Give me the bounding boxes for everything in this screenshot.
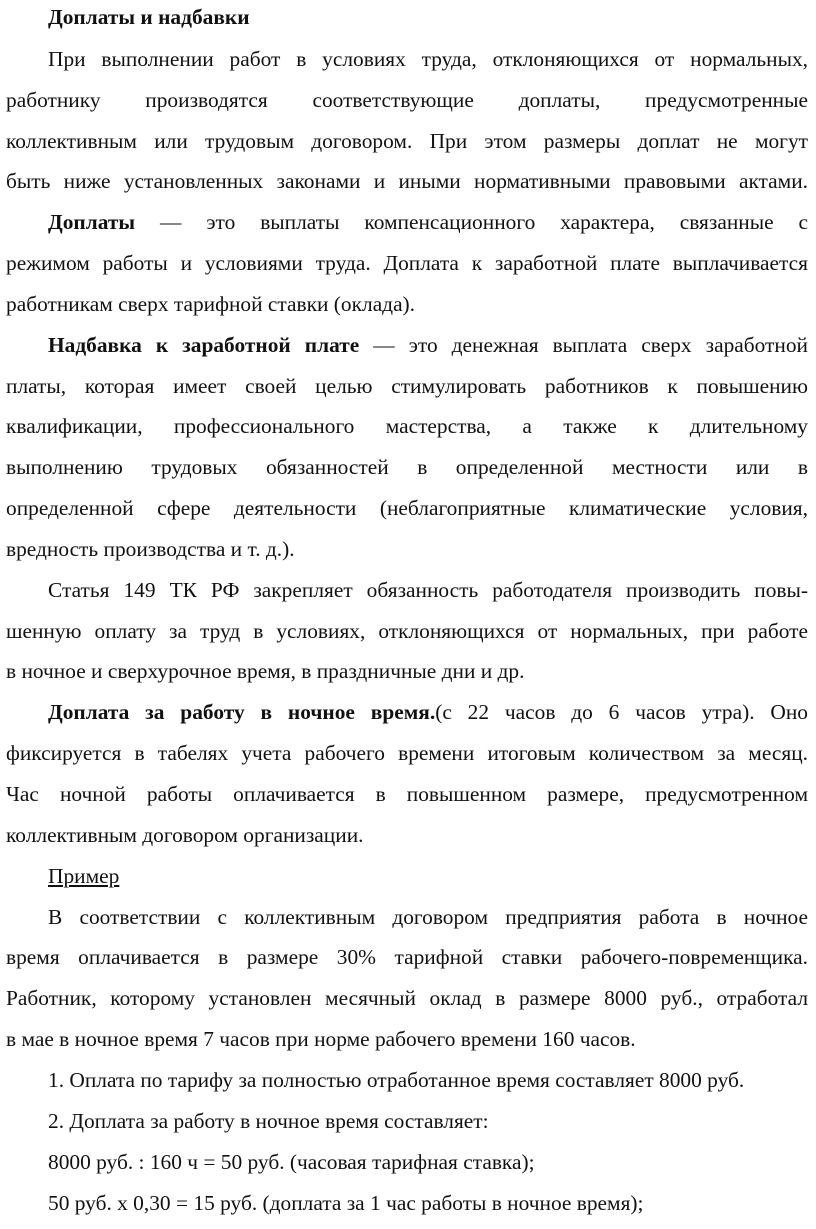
paragraph-line: платы, которая имеет своей целью стимулировать работников к повышению — [6, 374, 808, 398]
paragraph-line: время оплачивается в размере 30% тарифной ставки рабочего-повременщика. — [6, 945, 808, 969]
paragraph-line: работнику производятся соответствующие доплаты, предусмотренные — [6, 88, 808, 112]
paragraph-line: коллективным или трудовым договором. При этом размеры доплат не могут — [6, 129, 808, 153]
paragraph-line — [48, 207, 808, 237]
term-doplaty: Доплаты — [48, 210, 136, 234]
term-nadbavka: Надбавка к заработной плате — [48, 333, 360, 357]
paragraph-line: работникам сверх тарифной ставки (оклада). — [6, 292, 416, 316]
example-label: Пример — [48, 864, 120, 888]
paragraph-line: При выполнении работ в условиях труда, отклоняющихся от нормальных, — [48, 47, 808, 71]
definition-text: (с 22 часов до 6 часов утра). Оно — [435, 700, 808, 724]
paragraph-line: выполнению трудовых обязанностей в определенной местности или в — [6, 455, 808, 479]
paragraph-line: квалификации, профессионального мастерства, а также к длительному — [6, 414, 808, 438]
paragraph-line — [48, 697, 808, 727]
term-night-work: Доплата за работу в ночное время. — [48, 700, 436, 724]
paragraph-line: быть ниже установленных законами и иными нормативными правовыми актами. — [6, 169, 808, 193]
calculation-line: 8000 руб. : 160 ч = 50 руб. (часовая тарифная ставка); — [48, 1150, 535, 1174]
paragraph-line: коллективным договором организации. — [6, 823, 364, 847]
definition-text: — это выплаты компенсационного характера, связанные с — [135, 210, 808, 234]
paragraph-line: вредность производства и т. д.). — [6, 537, 295, 561]
paragraph-line: шенную оплату за труд в условиях, отклоняющихся от нормальных, при работе — [6, 619, 808, 643]
paragraph-line — [48, 330, 808, 360]
paragraph-line: фиксируется в табелях учета рабочего времени итоговым количеством за месяц. — [6, 741, 808, 765]
paragraph-line: режимом работы и условиями труда. Доплата к заработной плате выплачивается — [6, 251, 808, 275]
list-item: 1. Оплата по тарифу за полностью отработанное время составляет 8000 руб. — [48, 1068, 745, 1092]
paragraph-line: в мае в ночное время 7 часов при норме рабочего времени 160 часов. — [6, 1027, 636, 1051]
section-heading: Доплаты и надбавки — [48, 5, 250, 29]
paragraph-line: Час ночной работы оплачивается в повышенном размере, предусмотренном — [6, 782, 808, 806]
definition-text: — это денежная выплата сверх заработной — [359, 333, 808, 357]
paragraph-line: Работник, которому установлен месячный оклад в размере 8000 руб., отработал — [6, 986, 808, 1010]
paragraph-line: в ночное и сверхурочное время, в праздничные дни и др. — [6, 659, 525, 683]
paragraph-line: определенной сфере деятельности (неблагоприятные климатические условия, — [6, 496, 808, 520]
list-item: 2. Доплата за работу в ночное время составляет: — [48, 1109, 489, 1133]
calculation-line: 50 руб. х 0,30 = 15 руб. (доплата за 1 час работы в ночное время); — [48, 1191, 644, 1215]
paragraph-line: Статья 149 ТК РФ закрепляет обязанность работодателя производить повы- — [48, 578, 808, 602]
paragraph-line: В соответствии с коллективным договором предприятия работа в ночное — [48, 905, 808, 929]
